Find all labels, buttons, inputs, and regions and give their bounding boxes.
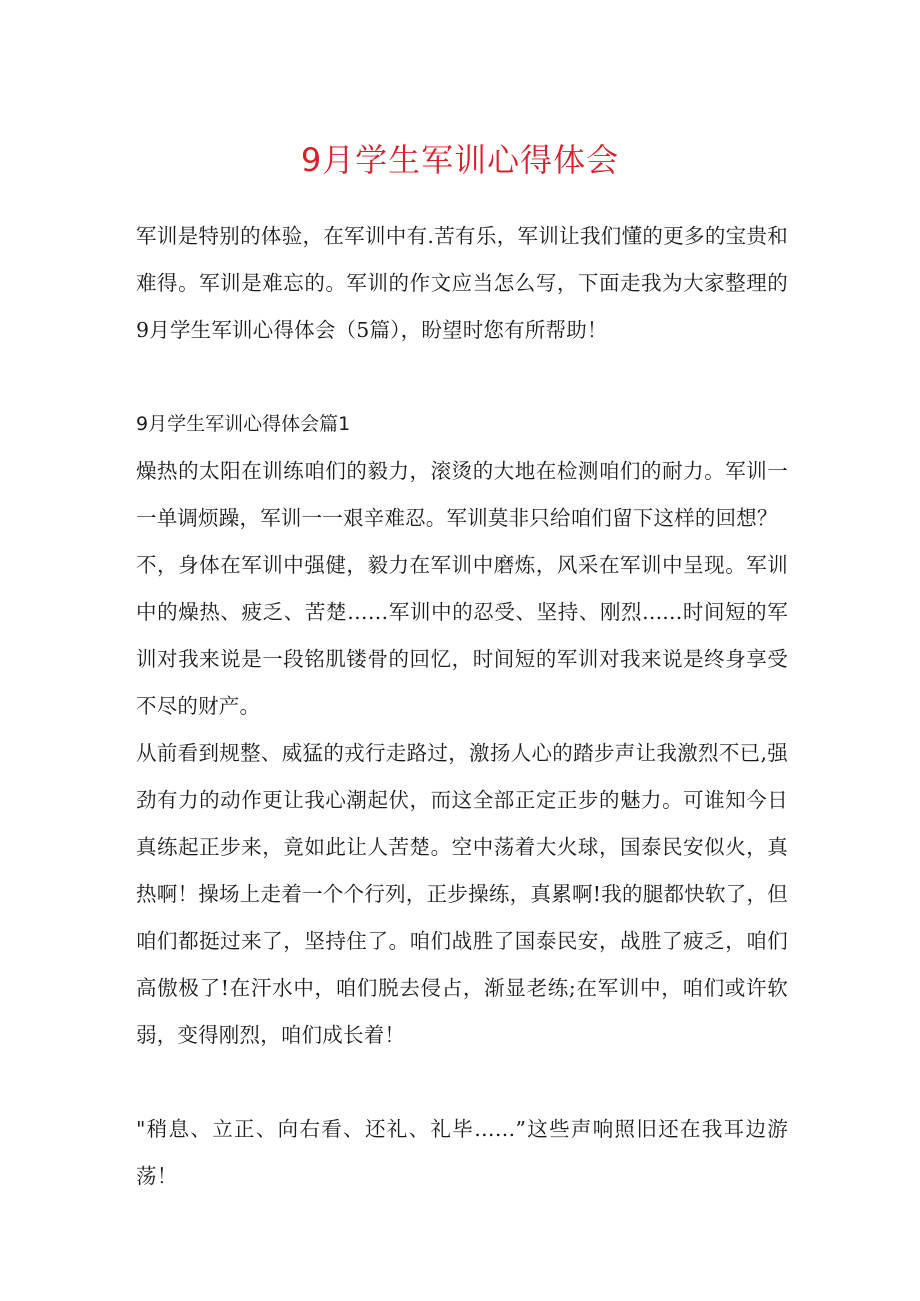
body-paragraph-4: "稍息、立正、向右看、还礼、礼毕……”这些声响照旧还在我耳边游荡！: [136, 1117, 788, 1188]
document-title: 9月学生军训心得体会: [300, 141, 620, 179]
body-paragraph-3: 从前看到规整、威猛的戎行走路过，激扬人心的踏步声让我激烈不已,强劲有力的动作更让我心潮起伏，而这全部正定正步的魅力。可谁知今日真练起正步来，竟如此让人苦楚。空中荡着大火球，国泰民安似火，真热啊！操场上走着一个个行列，正步操练，真累啊!我的腿都快软了，但咱们都挺过来了，坚持住了。咱们战胜了国泰民安，战胜了疲乏，咱们高傲极了!在汗水中，咱们脱去侵占，渐显老练;在军训中，咱们或许软弱，变得刚烈，咱们成长着！: [136, 741, 788, 1047]
intro-paragraph: 军训是特别的体验，在军训中有.苦有乐，军训让我们懂的更多的宝贵和难得。军训是难忘的。军训的作文应当怎么写，下面走我为大家整理的9月学生军训心得体会（5篇），盼望时您有所帮助！: [136, 224, 788, 342]
section-heading: 9月学生军训心得体会篇1: [136, 413, 351, 435]
document-body: [136, 213, 788, 1200]
body-paragraph-1: 燥热的太阳在训练咱们的毅力，滚烫的大地在检测咱们的耐力。军训一一单调烦躁，军训一一艰辛难忍。军训莫非只给咱们留下这样的回想？: [136, 459, 788, 530]
body-paragraph-2: 不，身体在军训中强健，毅力在军训中磨炼，风采在军训中呈现。军训中的燥热、疲乏、苦楚……军训中的忍受、坚持、刚烈......时间短的军训对我来说是一段铭肌镂骨的回忆，时间短的军训对我来说是终身享受不尽的财产。: [136, 553, 788, 718]
